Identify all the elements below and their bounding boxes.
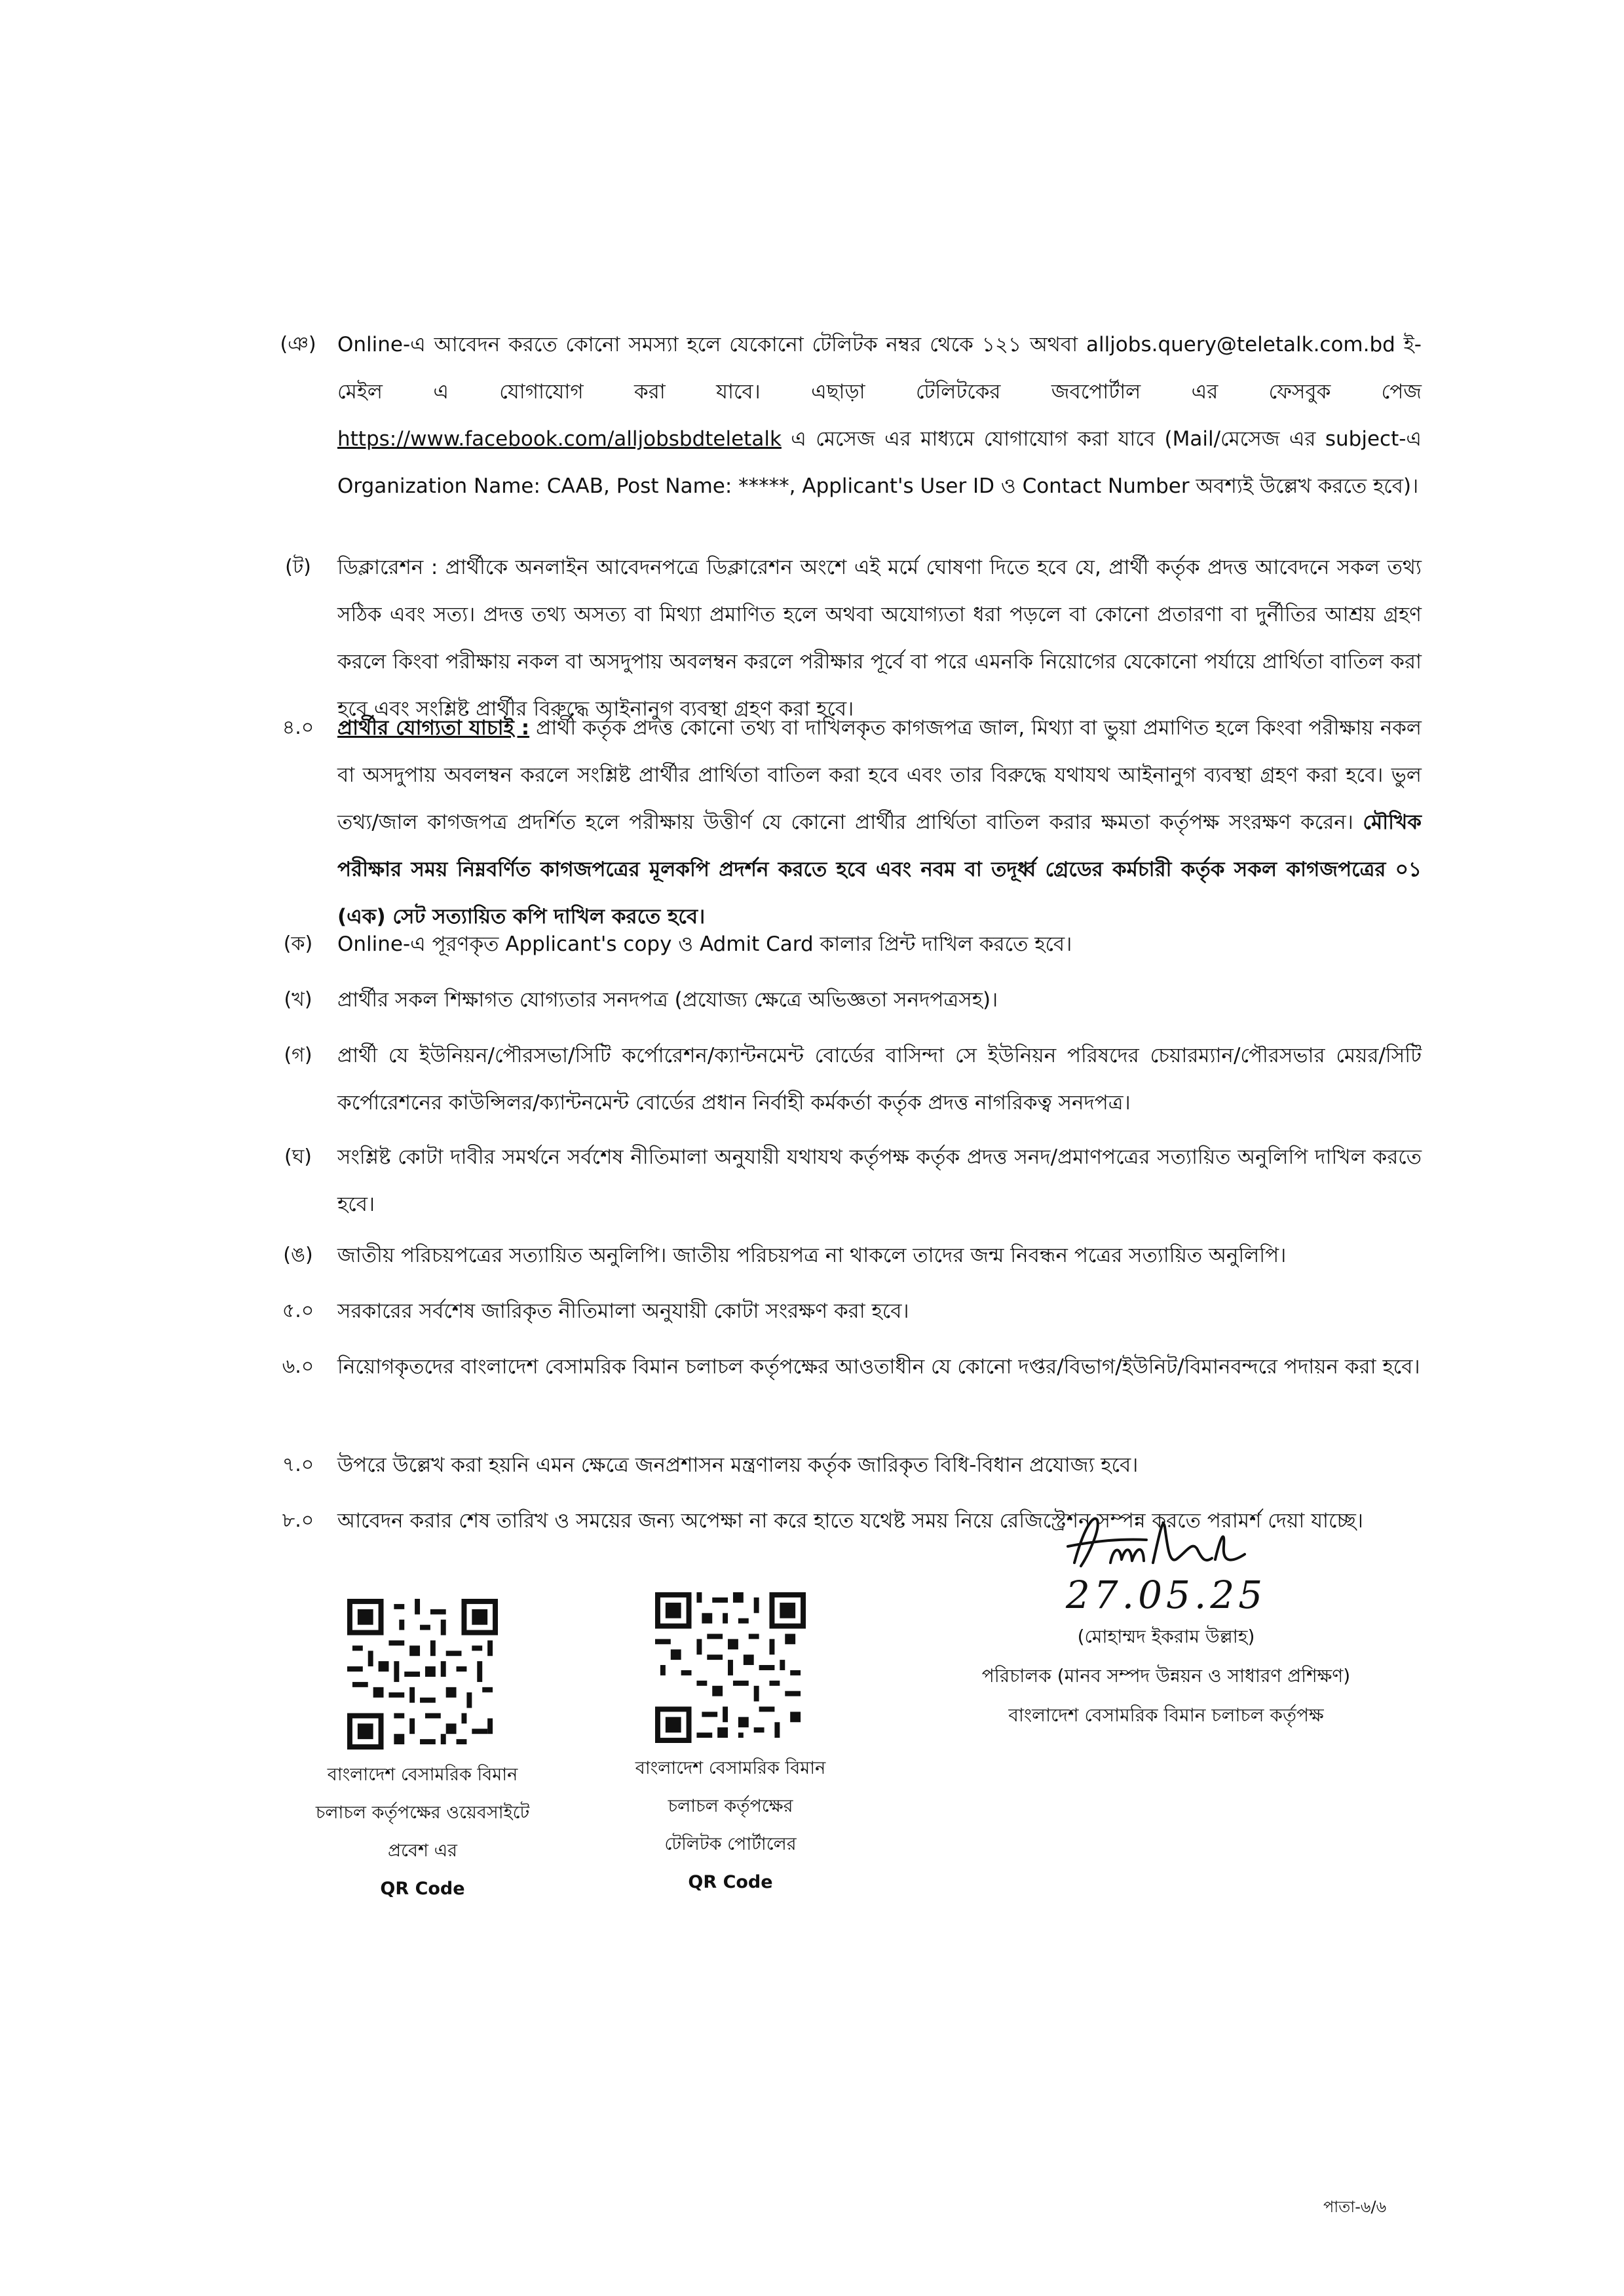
qr-caption-line: বাংলাদেশ বেসামরিক বিমান [327,1765,518,1785]
item-text-part: ডিক্লারেশন : প্রার্থীকে অনলাইন আবেদনপত্রে ডিক্লারেশন অংশে এই মর্মে ঘোষণা দিতে হবে যে, প্রার্থী কর্তৃক প্রদত্ত আবেদনে সকল তথ্য সঠিক এবং সত্য। প্রদত্ত তথ্য অসত্য বা মিথ্যা প্রমাণিত হলে অথবা অযোগ্যতা ধরা পড়লে বা কোনো প্রতারণা বা দুর্নীতির আশ্রয় গ্রহণ করলে কিংবা পরীক্ষায় নকল বা অসদুপায় অবলম্বন করলে পরীক্ষার পূর্বে বা পরে এমনকি নিয়োগের যেকোনো পর্যায়ে প্রার্থিতা বাতিল করা হবে এবং সংশ্লিষ্ট প্রার্থীর বিরুদ্ধে আইনানুগ ব্যবস্থা গ্রহণ করা হবে। [337,556,1422,721]
facebook-link[interactable]: https://www.facebook.com/alljobsbdteletalk [337,427,782,451]
item-number: (ঙ) [283,1244,313,1267]
item-text: সরকারের সর্বশেষ জারিকৃত নীতিমালা অনুযায়ী কোটা সংরক্ষণ করা হবে। [337,1299,909,1323]
item-text: জাতীয় পরিচয়পত্রের সত্যায়িত অনুলিপি। জাতীয় পরিচয়পত্র না থাকলে তাদের জন্ম নিবন্ধন পত্রের সত্যায়িত অনুলিপি। [337,1244,1287,1267]
item-number: ৪.০ [282,716,314,739]
item-text: Online-এ পূরণকৃত Applicant's copy ও Admit Card কালার প্রিন্ট দাখিল করতে হবে। [337,932,1072,956]
item-text [337,704,1422,940]
item-text: নিয়োগকৃতদের বাংলাদেশ বেসামরিক বিমান চলাচল কর্তৃপক্ষের আওতাধীন যে কোনো দপ্তর/বিভাগ/ইউনিট/বিমানবন্দরে পদায়ন করা হবে। [337,1355,1420,1379]
page-number: পাতা-৬/৬ [1323,2198,1387,2216]
item-text [337,321,1422,510]
qr-code-icon[interactable] [655,1592,806,1743]
item-number: (ঘ) [284,1145,312,1168]
item-text: উপরে উল্লেখ করা হয়নি এমন ক্ষেত্রে জনপ্রশাসন মন্ত্রণালয় কর্তৃক জারিকৃত বিধি-বিধান প্রযোজ্য হবে। [337,1453,1139,1477]
qr-caption-line: চলাচল কর্তৃপক্ষের [668,1796,793,1816]
qr-caption-line: চলাচল কর্তৃপক্ষের ওয়েবসাইটে [315,1803,530,1823]
section-heading: প্রার্থীর যোগ্যতা যাচাই : [337,716,530,740]
qr-code-label: QR Code [380,1879,465,1899]
item-text: প্রার্থীর সকল শিক্ষাগত যোগ্যতার সনদপত্র (প্রযোজ্য ক্ষেত্রে অভিজ্ঞতা সনদপত্রসহ)। [337,988,998,1012]
qr-caption-line: টেলিটক পোর্টালের [664,1834,797,1854]
item-number: ৮.০ [282,1509,314,1532]
signatory-organization: বাংলাদেশ বেসামরিক বিমান চলাচল কর্তৃপক্ষ [1008,1704,1324,1726]
item-text-part: Online-এ আবেদন করতে কোনো সমস্যা হলে যেকোনো টেলিটক নম্বর থেকে ১২১ অথবা alljobs.query@teletalk.com.bd ই-মেইল এ যোগাযোগ করা যাবে। এছাড়া টেলিটকের জবপোর্টাল এর ফেসবুক পেজ [337,333,1422,404]
item-text: সংশ্লিষ্ট কোটা দাবীর সমর্থনে সর্বশেষ নীতিমালা অনুযায়ী যথাযথ কর্তৃপক্ষ কর্তৃক প্রদত্ত সনদ/প্রমাণপত্রের সত্যায়িত অনুলিপি দাখিল করতে হবে। [337,1145,1422,1216]
bold-instruction: মৌখিক পরীক্ষার সময় নিম্নবর্ণিত কাগজপত্রের মূলকপি প্রদর্শন করতে হবে এবং নবম বা তদূর্ধ্ব গ্রেডের কর্মচারী কর্তৃক সকল কাগজপত্রের ০১ (এক) সেট সত্যায়িত কপি দাখিল করতে হবে। [337,811,1422,928]
item-number: (ট) [285,556,311,579]
item-number: (খ) [284,988,312,1011]
item-number: (গ) [284,1044,312,1067]
item-text-part: প্রার্থী কর্তৃক প্রদত্ত কোনো তথ্য বা দাখিলকৃত কাগজপত্র জাল, মিথ্যা বা ভুয়া প্রমাণিত হলে কিংবা পরীক্ষায় নকল বা অসদুপায় অবলম্বন করলে সংশ্লিষ্ট প্রার্থীর প্রার্থিতা বাতিল করা হবে এবং তার বিরুদ্ধে যথাযথ আইনানুগ ব্যবস্থা গ্রহণ করা হবে। ভুল তথ্য/জাল কাগজপত্র প্রদর্শিত হলে পরীক্ষায় উত্তীর্ণ যে কোনো প্রার্থীর প্রার্থিতা বাতিল করার ক্ষমতা কর্তৃপক্ষ সংরক্ষণ করেন। [337,716,1422,834]
item-number: ৫.০ [282,1299,314,1322]
qr-caption-line: প্রবেশ এর [388,1841,457,1861]
handwritten-signature-icon [1048,1501,1284,1579]
item-number: ৬.০ [282,1355,314,1378]
item-text-part: এ মেসেজ এর মাধ্যমে যোগাযোগ করা যাবে (Mail/মেসেজ এর subject-এ Organization Name: CAAB, Post Name: *****, Applicant's User ID ও Contact Number অবশ্যই উল্লেখ করতে হবে)। [337,427,1422,498]
signature-date: 27.05.25 [1065,1573,1267,1617]
item-number: (ক) [283,932,313,955]
qr-code-icon[interactable] [347,1599,498,1750]
qr-caption-line: বাংলাদেশ বেসামরিক বিমান [635,1758,826,1778]
item-number: ৭.০ [282,1453,314,1476]
qr-block-website [282,1599,563,1908]
signatory-designation: পরিচালক (মানব সম্পদ উন্নয়ন ও সাধারণ প্রশিক্ষণ) [981,1665,1351,1687]
signatory-name: (মোহাম্মদ ইকরাম উল্লাহ) [1077,1626,1255,1647]
qr-code-label: QR Code [688,1872,773,1892]
item-number: (ঞ) [280,333,316,356]
item-text: আবেদন করার শেষ তারিখ ও সময়ের জন্য অপেক্ষা না করে হাতে যথেষ্ট সময় নিয়ে রেজিস্ট্রেশন সম্পন্ন করতে পরামর্শ দেয়া যাচ্ছে। [337,1509,1363,1533]
item-text: প্রার্থী যে ইউনিয়ন/পৌরসভা/সিটি কর্পোরেশন/ক্যান্টনমেন্ট বোর্ডের বাসিন্দা সে ইউনিয়ন পরিষদের চেয়ারম্যান/পৌরসভার মেয়র/সিটি কর্পোরেশনের কাউন্সিলর/ক্যান্টনমেন্ট বোর্ডের প্রধান নির্বাহী কর্মকর্তা কর্তৃক প্রদত্ত নাগরিকত্ব সনদপত্র। [337,1044,1422,1115]
signature-block [917,1501,1415,1735]
qr-block-teletalk [590,1592,871,1902]
